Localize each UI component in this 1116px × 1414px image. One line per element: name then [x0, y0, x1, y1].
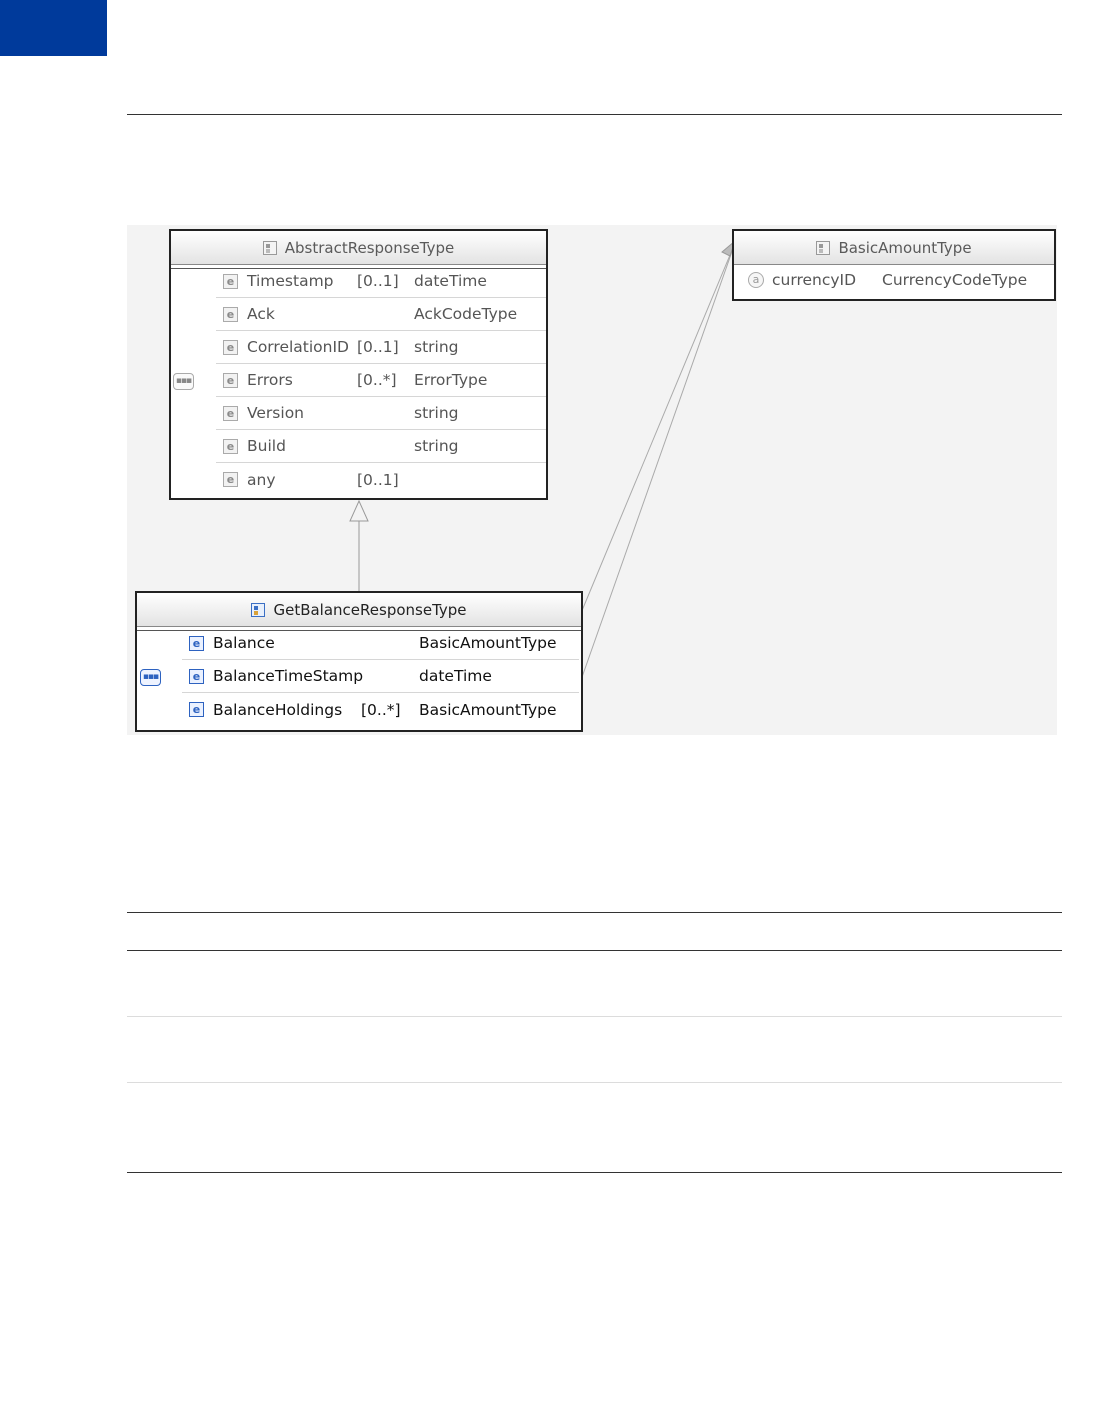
table-bottom-rule: [127, 1172, 1062, 1173]
element-name: Version: [247, 404, 304, 422]
attribute-icon: a: [748, 272, 764, 288]
attribute-name: currencyID: [772, 270, 857, 289]
element-name: Balance: [213, 634, 275, 652]
element-type: string: [414, 437, 459, 455]
abstract-row-errors: [216, 364, 546, 397]
element-type: dateTime: [414, 272, 487, 290]
element-type: dateTime: [419, 667, 492, 685]
abstract-row-build: [216, 430, 546, 463]
element-name: BalanceHoldings: [213, 700, 343, 719]
complex-type-icon: [251, 603, 265, 617]
element-name: any: [247, 470, 276, 489]
complex-type-icon: [816, 241, 830, 255]
element-cardinality: [0..1]: [357, 272, 399, 290]
element-cardinality: [0..1]: [357, 470, 399, 489]
abstract-row-correlationid: [216, 331, 546, 364]
element-name: CorrelationID: [247, 338, 349, 356]
sequence-icon: ▪▪▪: [140, 669, 161, 686]
element-icon: e: [223, 307, 238, 322]
table-top-rule: [127, 912, 1062, 913]
element-icon: e: [223, 340, 238, 355]
element-type: string: [414, 404, 459, 422]
element-icon: e: [189, 702, 204, 717]
element-cardinality: [0..1]: [357, 338, 399, 356]
table-row-divider: [127, 1082, 1062, 1083]
element-cardinality: [0..*]: [357, 371, 397, 389]
element-icon: e: [223, 406, 238, 421]
element-type: AckCodeType: [414, 305, 518, 323]
element-icon: e: [189, 669, 204, 684]
basic-amount-type-header: [734, 231, 1054, 265]
top-rule: [127, 114, 1062, 115]
element-name: BalanceTimeStamp: [213, 667, 364, 685]
element-type: BasicAmountType: [419, 700, 557, 719]
abstract-response-type-header: [171, 231, 546, 265]
table-header-rule: [127, 950, 1062, 951]
any-element-icon: e: [223, 472, 238, 487]
element-type: ErrorType: [414, 371, 488, 389]
basic-amount-row-currencyid: [742, 263, 1042, 296]
abstract-response-type-title: AbstractResponseType: [284, 238, 455, 257]
element-icon: e: [223, 439, 238, 454]
getbalance-row-balanceholdings: [182, 693, 579, 726]
element-icon: e: [189, 636, 204, 651]
element-name: Ack: [247, 305, 275, 323]
complex-type-icon: [263, 241, 277, 255]
element-name: Timestamp: [247, 272, 334, 290]
get-balance-response-type-header: [137, 593, 581, 627]
element-icon: e: [223, 373, 238, 388]
abstract-row-timestamp: [216, 265, 546, 298]
element-name: Build: [247, 437, 286, 455]
attribute-type: CurrencyCodeType: [882, 270, 1028, 289]
abstract-row-any: [216, 463, 546, 496]
corner-brand-block: [0, 0, 107, 56]
element-type: BasicAmountType: [419, 634, 557, 652]
element-icon: e: [223, 274, 238, 289]
abstract-row-version: [216, 397, 546, 430]
getbalance-row-balancetimestamp: [182, 660, 579, 693]
abstract-row-ack: [216, 298, 546, 331]
sequence-icon: ▪▪▪: [173, 373, 194, 390]
table-row-divider: [127, 1016, 1062, 1017]
element-cardinality: [0..*]: [361, 700, 401, 719]
basic-amount-type-title: BasicAmountType: [838, 238, 972, 257]
element-name: Errors: [247, 371, 293, 389]
get-balance-response-type-title: GetBalanceResponseType: [273, 600, 467, 619]
element-type: string: [414, 338, 459, 356]
getbalance-row-balance: [182, 627, 579, 660]
